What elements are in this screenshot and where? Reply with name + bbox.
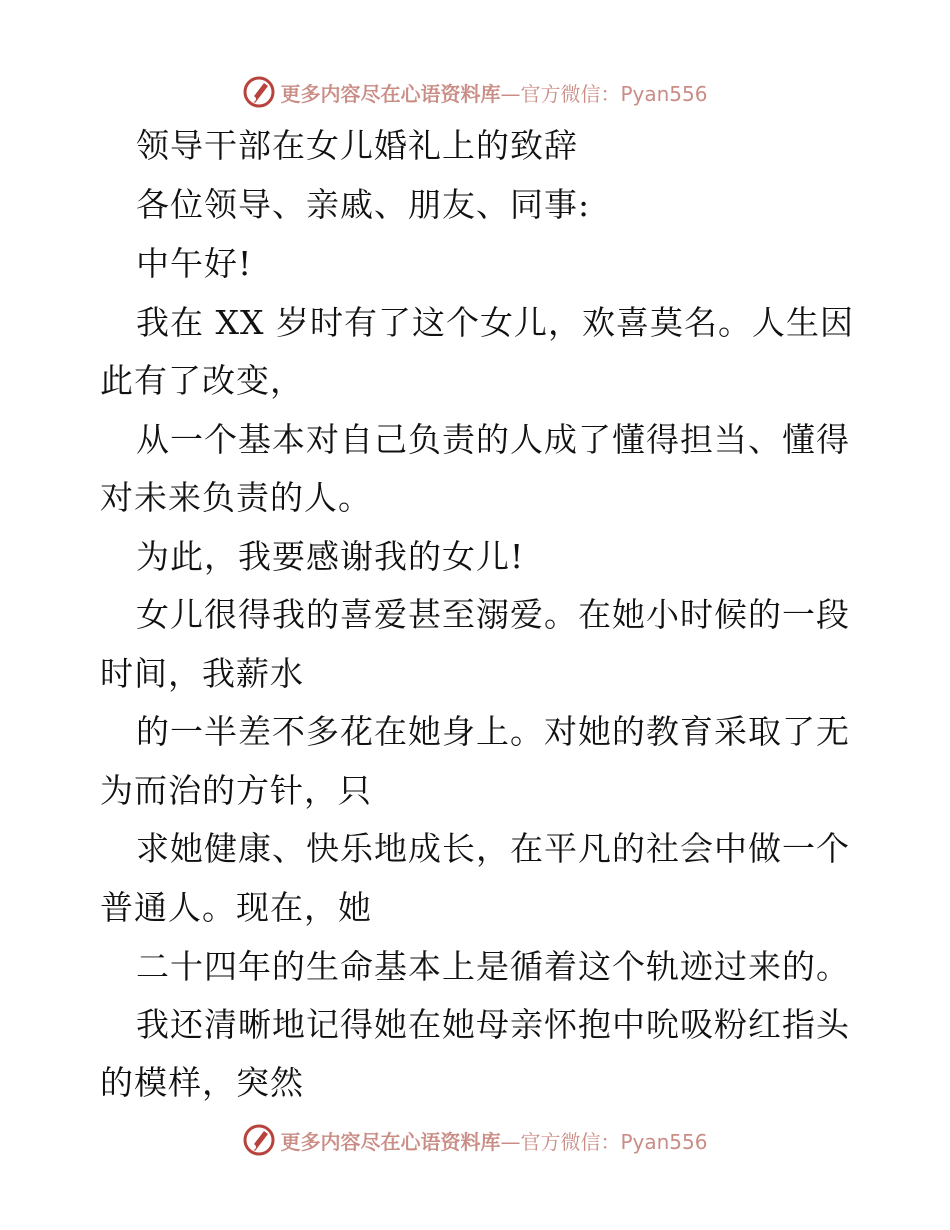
- paragraph-line: 为此，我要感谢我的女儿!: [136, 537, 525, 576]
- pen-logo-icon: [242, 75, 276, 109]
- header-site-text: 更多内容尽在心语资料库: [280, 81, 501, 106]
- header-wechat-text: —官方微信：Pyan556: [500, 81, 708, 106]
- paragraph-line: 从一个基本对自己负责的人成了懂得担当、懂得: [136, 420, 850, 459]
- document-title: 领导干部在女儿婚礼上的致辞: [136, 126, 578, 165]
- header-banner: [0, 72, 950, 112]
- paragraph-line: 中午好!: [136, 244, 253, 283]
- footer-wechat-text: —官方微信：Pyan556: [500, 1129, 708, 1154]
- paragraph-line: 我在 XX 岁时有了这个女儿，欢喜莫名。人生因: [136, 303, 854, 342]
- paragraph-line: 女儿很得我的喜爱甚至溺爱。在她小时候的一段: [136, 595, 850, 634]
- paragraph-line: 的一半差不多花在她身上。对她的教育采取了无: [136, 712, 850, 751]
- paragraph-line: 普通人。现在，她: [100, 888, 372, 927]
- footer-site-text: 更多内容尽在心语资料库: [280, 1129, 501, 1154]
- paragraph-line: 时间，我薪水: [100, 654, 304, 693]
- paragraph-line: 的模样，突然: [100, 1063, 304, 1102]
- pen-logo-icon: [242, 1123, 276, 1157]
- footer-banner: [0, 1120, 950, 1160]
- paragraph-line: 此有了改变，: [100, 361, 304, 400]
- paragraph-line: 求她健康、快乐地成长，在平凡的社会中做一个: [136, 829, 850, 868]
- paragraph-line: 各位领导、亲戚、朋友、同事:: [136, 185, 591, 224]
- paragraph-line: 我还清晰地记得她在她母亲怀抱中吮吸粉红指头: [136, 1005, 850, 1044]
- paragraph-line: 对未来负责的人。: [100, 478, 372, 517]
- paragraph-line: 二十四年的生命基本上是循着这个轨迹过来的。: [136, 947, 850, 986]
- paragraph-line: 为而治的方针，只: [100, 771, 372, 810]
